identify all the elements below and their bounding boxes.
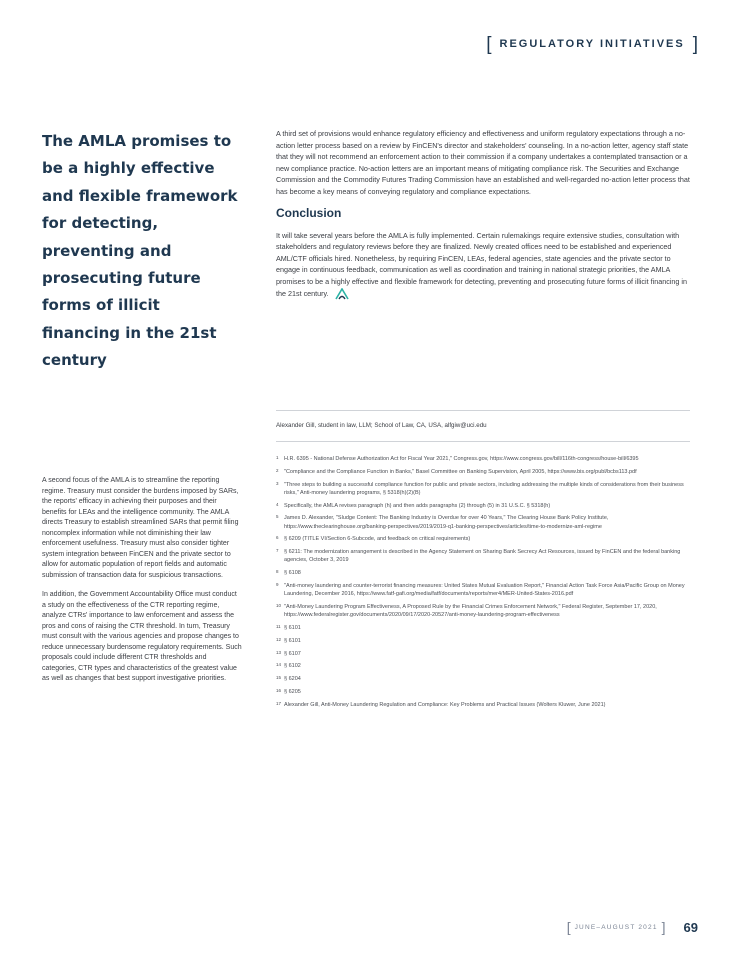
footer-right-bracket: ] [661, 919, 666, 935]
section-title: REGULATORY INITIATIVES [499, 38, 685, 50]
endnote-item: 7 § 6211: The modernization arrangement is described in the Agency Statement on Sharing Bank Secrecy Act Resources, issued by FinCEN and the federal banking agencies, October 3, 2019 [276, 548, 681, 564]
header-left-bracket: [ [486, 33, 492, 55]
acams-end-mark-icon [335, 288, 349, 300]
endnote-item: 8 § 6108 [276, 569, 301, 577]
endnote-item: 2 "Compliance and the Compliance Function in Banks," Basel Committee on Banking Supervision, April 2005, https://www.bis.org/publ/bcbs113.pdf [276, 467, 637, 475]
author-divider-top [276, 410, 690, 411]
endnote-item: 12 § 6101 [276, 636, 301, 644]
conclusion-heading: Conclusion [276, 205, 342, 220]
endnote-item: 14 § 6102 [276, 662, 301, 670]
endnote-item: 16 § 6205 [276, 687, 301, 695]
footer-left-bracket: [ [566, 919, 571, 935]
conclusion-paragraph [276, 230, 694, 300]
endnote-item: 1 H.R. 6395 - National Defense Authorization Act for Fiscal Year 2021," Congress.gov, https://www.congress.gov/bill/116th-congress/house-bill/6395 [276, 455, 639, 462]
endnote-item: 15 § 6204 [276, 675, 301, 683]
header-right-bracket: ] [692, 33, 698, 55]
intro-paragraph: A third set of provisions would enhance regulatory efficiency and effectiveness and uniform regulatory expectations through a no-action letter process based on a review by FinCEN's director and stakeholders' counseling. In a no-action letter, agency staff state that they will not recommend an enforcement action to their commission if a company undertakes a contemplated transaction or a new compliance practice. No-action letters are an important means of mitigating compliance risk. The Securities and Exchange Commission and the Commodity Futures Trading Commission have an established and well-regarded no-action letter process that has become a key means of conveying regulatory and compliance expectations. [276, 129, 690, 196]
author-divider-bottom [276, 441, 690, 442]
left-paragraph-2: In addition, the Government Accountability Office must conduct a study on the effectiveness of the CTR reporting regime, analyze CTRs' importance to law enforcement and assess the pros and cons of raising the CTR threshold. In turn, Treasury must consult with the various agencies and propose changes to reduce unnecessary burdensome regulatory requirements. Such proposals could include different CTR thresholds and categories, CTR types and characteristics of the greatest value as well as changes that best support investigative priorities. [42, 591, 242, 682]
right-column-body [276, 128, 694, 308]
endnote-item: 10 "Anti-Money Laundering Program Effectiveness, A Proposed Rule by the Financial Crimes Enforcement Network," Federal Register, September 17, 2020, https://www.federalregister.gov/documents/2020/09/17/2020-20527/anti-money-laundering-program-effectiveness [276, 602, 657, 619]
author-credit: Alexander Gill, student in law, LLM; School of Law, CA, USA, alfgiw@uci.edu [276, 422, 487, 429]
endnote-item: 13 § 6107 [276, 649, 301, 657]
left-paragraph-1: A second focus of the AMLA is to streamline the reporting regime. Treasury must consider the burdens imposed by SARs, the reports' efficacy in achieving their purposes and their benefits for LEAs and the intelligence community. The AMLA directs Treasury to establish streamlined SARs that permit filing noncomplex information while not diminishing their law enforcement usefulness. Treasury must also consider tighter system integration between FinCEN and the private sector to allow for automatic population of report fields and automatic submission of transaction data for suspicious transactions. [42, 477, 239, 579]
endnotes-list [276, 455, 690, 714]
endnote-item: 17 Alexander Gill, Anti-Money Laundering Regulation and Compliance: Key Problems and Practical Issues (Wolters Kluwer, June 2021) [276, 700, 606, 708]
issue-date: JUNE–AUGUST 2021 [574, 923, 658, 931]
endnote-item: 9 "Anti-money laundering and counter-terrorist financing measures: United States Mutual Evaluation Report," Financial Action Task Force Asia/Pacific Group on Money Laundering, December 2016, https://www.fatf-gafi.org/media/fatf/documents/reports/mer4/MER-United-States-2016.pdf [276, 581, 685, 598]
endnote-item: 11 § 6101 [276, 623, 301, 631]
page-number: 69 [683, 919, 698, 935]
endnote-item: 4 Specifically, the AMLA revises paragraph (h) and then adds paragraphs (2) through (5) in 31 U.S.C. § 5318(h) [276, 501, 551, 509]
issue-label [567, 920, 666, 934]
endnote-item: 3 "Three steps to building a successful compliance function for public and private sectors, including addressing the multiple kinds of considerations from their business risks," Anti-money laundering programs, § 5318(h)(2)(B) [276, 480, 684, 496]
conclusion-text: It will take several years before the AMLA is fully implemented. Certain rulemakings require extensive studies, consultation with stakeholders and regulatory reviews before they are finalized. Newly created offices need to be established and experienced AML/CTF officials hired. Nonetheless, by requiring FinCEN, LEAs, federal agencies, state agencies and the private sector to engage in continuous feedback, communication as well as coordination and training in national strategic priorities, the AMLA promises to be a highly effective and flexible framework for detecting, preventing and prosecuting future forms of illicit financing in the 21st century. [276, 230, 687, 298]
endnote-item: 5 James D. Alexander, "Sludge Content: The Banking Industry is Overdue for over 40 Years," The Clearing House Bank Policy Institute, https://www.theclearinghouse.org/banking-perspectives/2019/2019-q1-banking-perspectives/articles/time-to-modernize-aml-regime [276, 514, 609, 530]
left-column-body [42, 476, 242, 694]
endnote-item: 6 § 6209 (TITLE VI/Section 6-Subcode, and feedback on critical requirements) [276, 535, 471, 543]
page-footer [567, 917, 698, 937]
running-header [486, 34, 698, 54]
pull-quote: The AMLA promises to be a highly effective and flexible framework for detecting, preventing and prosecuting future forms of illicit financing in the 21st century [42, 132, 238, 370]
